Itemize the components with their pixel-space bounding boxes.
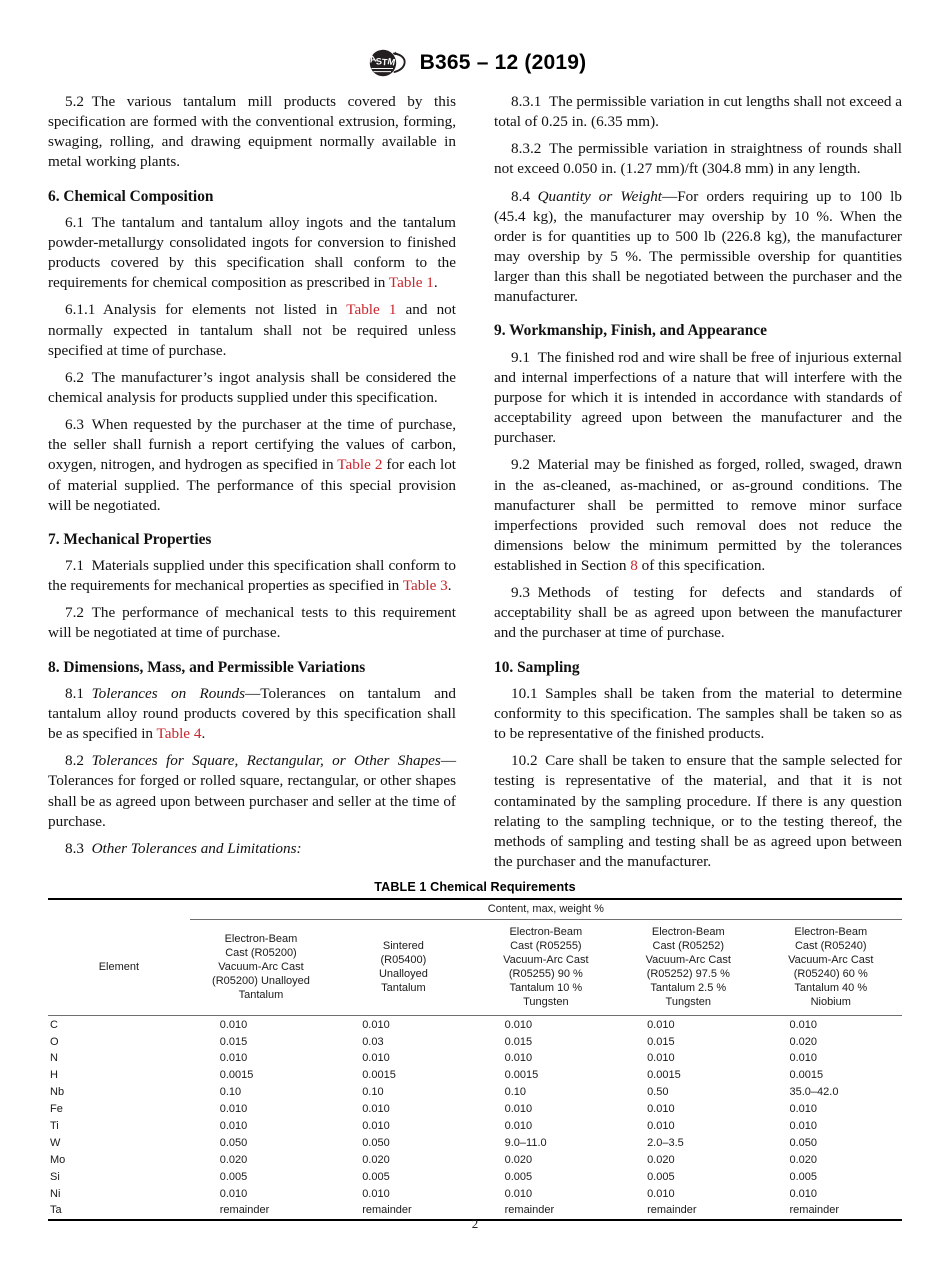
para-8-3-2: 8.3.2 The permissible variation in straightness of rounds shall not exceed 0.050 in. (1.27 mm)/ft (304.8 mm) in any length.	[494, 140, 902, 178]
table-cell-value-5: remainder	[789, 1204, 840, 1217]
clause-number: 10.2	[511, 752, 538, 770]
table-cell-value-2: 0.10	[362, 1086, 384, 1099]
table-header-row	[48, 920, 902, 1016]
table-cell-value-5: 0.010	[789, 1120, 818, 1132]
table-cell-element: H	[50, 1069, 58, 1082]
para-6-1-1: 6.1.1 Analysis for elements not listed in Table 1 and not normally expected in tantalum shall not be required unless specified at time of purchase.	[48, 301, 456, 359]
clause-number: 6.3	[65, 416, 84, 434]
clause-term: Tolerances on Rounds	[91, 684, 246, 702]
table-span-blank	[48, 900, 190, 920]
table-cell-value-5: 0.010	[789, 1103, 818, 1116]
para-8-1: 8.1 Tolerances on Rounds—Tolerances on tantalum and tantalum alloy round products covered by this specification shall be as specified in Table 4.	[48, 684, 456, 743]
para-8-3-1: 8.3.1 The permissible variation in cut lengths shall not exceed a total of 0.25 in. (6.35 mm).	[494, 93, 902, 131]
clause-number: 8.3	[65, 839, 84, 857]
document-designation: B365 – 12 (2019)	[419, 51, 587, 74]
table-header-col-2: Sintered (R05400) Unalloyed Tantalum	[378, 940, 428, 995]
para-7-1: 7.1 Materials supplied under this specification shall conform to the requirements for mechanical properties as specified in Table 3.	[48, 557, 456, 595]
table-cell-value-2: 0.0015	[362, 1069, 396, 1082]
table-header-col-3: Electron-Beam Cast (R05255) Vacuum-Arc Cast (R05255) 90 % Tantalum 10 % Tungsten	[503, 926, 589, 1009]
table-header-col-1: Electron-Beam Cast (R05200) Vacuum-Arc Cast (R05200) Unalloyed Tantalum	[212, 933, 310, 1002]
para-9-1: 9.1 The finished rod and wire shall be free of injurious external and internal imperfections of a nature that will interfere with the purpose for which it is intended in accordance with standards of acceptability agreed upon between the manufacturer and the purchaser.	[494, 348, 902, 447]
cross-reference[interactable]: Table 1	[388, 274, 434, 292]
para-9-2: 9.2 Material may be finished as forged, rolled, swaged, drawn in the as-cleaned, as-machined, or as-ground conditions. The manufacturer shall be permitted to remove minor surface imperfections provided such removal does not reduce the dimensions below the minimum permitted by the tolerances established in Section 8 of this specification.	[494, 456, 902, 575]
table-span-header: Content, max, weight %	[487, 903, 604, 915]
clause-number: 9.3	[511, 584, 530, 602]
table-header-col-4: Electron-Beam Cast (R05252) Vacuum-Arc Cast (R05252) 97.5 % Tantalum 2.5 % Tungsten	[645, 926, 731, 1009]
table-cell-value-2: 0.010	[362, 1018, 390, 1031]
svg-text:M: M	[386, 56, 396, 68]
table-cell-value-1: 0.005	[219, 1170, 248, 1183]
svg-text:S: S	[375, 56, 382, 67]
table-cell-value-4: remainder	[647, 1204, 697, 1217]
clause-number: 9.2	[511, 456, 530, 474]
clause-term: Tolerances for Square, Rectangular, or Other Shapes	[91, 752, 441, 770]
table-cell-value-1: 0.010	[219, 1018, 248, 1031]
cross-reference[interactable]: 8	[630, 557, 638, 575]
table-row	[48, 1067, 902, 1084]
table-cell-value-5: 0.020	[789, 1153, 818, 1166]
table-cell-value-3: 0.10	[504, 1086, 527, 1099]
table-cell-value-1: 0.010	[219, 1103, 248, 1116]
clause-number: 9.1	[511, 348, 530, 366]
table-row	[48, 1185, 902, 1202]
clause-number: 8.3.2	[511, 140, 542, 158]
table-cell-value-2: 0.010	[362, 1120, 390, 1132]
chemical-requirements-table	[48, 898, 902, 1221]
table-row	[48, 1135, 902, 1152]
table-cell-value-2: 0.010	[362, 1103, 390, 1116]
body-columns	[48, 92, 902, 872]
page-header	[0, 48, 950, 78]
cross-reference[interactable]: Table 1	[346, 301, 397, 319]
table-cell-value-1: 0.0015	[219, 1069, 254, 1082]
table-cell-element: C	[50, 1018, 58, 1031]
table-row	[48, 1084, 902, 1101]
left-column	[48, 92, 456, 872]
table-cell-element: Si	[50, 1170, 60, 1183]
table-cell-value-3: 0.020	[504, 1153, 533, 1166]
table-row	[48, 1033, 902, 1050]
table-cell-value-5: 0.050	[789, 1136, 818, 1149]
table-cell-element: Mo	[50, 1153, 66, 1166]
clause-number: 6.1	[65, 213, 84, 231]
cross-reference[interactable]: Table 3	[402, 577, 448, 595]
table-cell-value-5: 0.005	[789, 1170, 818, 1183]
table-cell-element: O	[50, 1035, 59, 1048]
table-cell-value-3: 0.010	[504, 1052, 533, 1065]
table-cell-value-5: 0.0015	[789, 1069, 824, 1082]
table-cell-value-4: 0.010	[647, 1187, 675, 1200]
table-cell-value-2: 0.010	[362, 1187, 390, 1200]
table-cell-value-3: 0.015	[504, 1035, 533, 1048]
table-row	[48, 1152, 902, 1169]
table-cell-value-3: 0.010	[504, 1120, 533, 1132]
table-header-element: Element	[98, 961, 140, 974]
table-cell-value-5: 35.0–42.0	[789, 1086, 839, 1099]
table-cell-element: N	[50, 1052, 58, 1065]
cross-reference[interactable]: Table 4	[156, 725, 202, 743]
table-cell-value-3: 0.005	[504, 1170, 533, 1183]
table-caption: TABLE 1 Chemical Requirements	[374, 880, 576, 894]
astm-logo-icon	[364, 48, 408, 78]
table-cell-value-1: 0.010	[219, 1187, 248, 1200]
table-row	[48, 1016, 902, 1033]
clause-number: 6.2	[65, 368, 84, 386]
clause-number: 8.1	[65, 684, 84, 702]
table-cell-value-4: 0.010	[647, 1103, 675, 1116]
heading-6: 6. Chemical Composition	[48, 187, 214, 205]
table-cell-value-2: 0.050	[362, 1136, 390, 1149]
table-cell-element: Ta	[50, 1204, 62, 1217]
clause-number: 7.1	[65, 557, 84, 575]
para-9-3: 9.3 Methods of testing for defects and standards of acceptability shall be as agreed upon between the manufacturer and the purchaser at time of purchase.	[494, 584, 902, 642]
table-span-header-row	[48, 900, 902, 920]
table-cell-value-5: 0.010	[789, 1052, 818, 1065]
table-cell-value-1: 0.050	[219, 1136, 248, 1149]
para-6-1: 6.1 The tantalum and tantalum alloy ingots and the tantalum powder-metallurgy consolidated ingots for conversion to finished products covered by this specification shall conform to the requirements for chemical composition as prescribed in Table 1.	[48, 213, 456, 292]
table-cell-value-1: 0.015	[219, 1035, 248, 1048]
svg-text:A: A	[368, 53, 377, 65]
clause-number: 8.3.1	[511, 93, 542, 110]
clause-number: 8.4	[511, 187, 530, 205]
para-10-2: 10.2 Care shall be taken to ensure that the sample selected for testing is representative of the material, and that it is not contaminated by the sampling procedure. If there is any question relating to the sampling technique, or to the testing thereof, the methods of sampling and testing shall be as agreed upon between the purchaser and the manufacturer.	[494, 752, 902, 870]
clause-term: Quantity or Weight	[537, 187, 663, 205]
table-cell-element: Fe	[50, 1103, 63, 1116]
table-cell-value-2: 0.020	[362, 1153, 390, 1166]
table-row	[48, 1101, 902, 1118]
clause-number: 8.2	[65, 752, 84, 770]
clause-number: 6.1.1	[65, 301, 96, 319]
table-cell-value-4: 0.015	[647, 1035, 675, 1048]
para-6-2: 6.2 The manufacturer’s ingot analysis shall be considered the chemical analysis for products supplied under this specification.	[48, 368, 456, 406]
table-cell-value-1: remainder	[219, 1204, 270, 1217]
table-row	[48, 1118, 902, 1135]
para-8-3	[48, 839, 456, 859]
para-10-1: 10.1 Samples shall be taken from the material to determine conformity to this specification. The samples shall be taken so as to be representative of the finished products.	[494, 684, 902, 743]
svg-text:T: T	[381, 57, 388, 68]
table-cell-value-3: 0.0015	[504, 1069, 539, 1082]
table-cell-value-1: 0.010	[219, 1052, 248, 1065]
cross-reference[interactable]: Table 2	[337, 456, 383, 474]
para-8-4: 8.4 Quantity or Weight—For orders requiring up to 100 lb (45.4 kg), the manufacturer may overship by 10 %. When the order is for quantities up to 500 lb (226.8 kg), the manufacturer may overship by 5 %. The permissible overship for quantities larger than this shall be negotiated between the purchaser and the manufacturer.	[494, 187, 902, 306]
clause-number: 7.2	[65, 604, 84, 622]
right-column	[494, 92, 902, 872]
table-cell-element: W	[50, 1136, 61, 1149]
table-1-block	[48, 880, 902, 1221]
table-cell-value-4: 0.010	[647, 1018, 675, 1031]
heading-7: 7. Mechanical Properties	[48, 530, 212, 548]
clause-term: Other Tolerances and Limitations:	[91, 839, 302, 857]
table-cell-value-1: 0.010	[219, 1120, 248, 1132]
para-6-3: 6.3 When requested by the purchaser at the time of purchase, the seller shall furnish a report certifying the values of carbon, oxygen, nitrogen, and hydrogen as specified in Table 2 for each lot of material supplied. The performance of this special provision will be negotiated.	[48, 416, 457, 514]
table-cell-value-4: 0.0015	[647, 1069, 681, 1082]
para-7-2: 7.2 The performance of mechanical tests to this requirement will be negotiated at time of purchase.	[48, 604, 456, 642]
table-cell-value-4: 0.010	[647, 1120, 675, 1132]
table-cell-value-4: 0.005	[647, 1170, 675, 1183]
table-cell-value-1: 0.10	[219, 1086, 242, 1099]
para-5-2: 5.2 The various tantalum mill products covered by this specification are formed with the conventional extrusion, forming, swaging, rolling, and drawing equipment normally available in metal working plants.	[48, 93, 456, 171]
heading-9: 9. Workmanship, Finish, and Appearance	[494, 322, 767, 340]
table-cell-element: Ni	[50, 1187, 61, 1200]
table-cell-value-4: 2.0–3.5	[647, 1136, 684, 1149]
table-cell-value-5: 0.010	[789, 1018, 818, 1031]
table-cell-value-2: remainder	[362, 1204, 412, 1217]
table-cell-element: Ti	[50, 1120, 59, 1132]
table-row	[48, 1168, 902, 1185]
para-8-2: 8.2 Tolerances for Square, Rectangular, or Other Shapes—Tolerances for forged or rolled square, rectangular, or other shapes shall be as agreed upon between purchaser and seller at the time of purchase.	[48, 752, 456, 830]
page-number: 2	[471, 1216, 479, 1231]
table-cell-value-1: 0.020	[219, 1153, 248, 1166]
table-cell-value-3: remainder	[504, 1204, 555, 1217]
table-cell-value-2: 0.03	[362, 1035, 384, 1048]
table-cell-value-3: 0.010	[504, 1187, 533, 1200]
table-cell-value-4: 0.020	[647, 1153, 675, 1166]
clause-number: 10.1	[511, 684, 538, 702]
table-cell-value-4: 0.010	[647, 1052, 675, 1065]
clause-number: 5.2	[65, 93, 84, 110]
table-cell-value-3: 9.0–11.0	[504, 1136, 547, 1149]
table-cell-value-5: 0.020	[789, 1035, 818, 1048]
table-cell-value-4: 0.50	[647, 1086, 669, 1099]
table-cell-value-2: 0.010	[362, 1052, 390, 1065]
table-cell-value-5: 0.010	[789, 1187, 818, 1200]
heading-8: 8. Dimensions, Mass, and Permissible Variations	[48, 658, 366, 676]
table-row	[48, 1050, 902, 1067]
table-cell-value-3: 0.010	[504, 1018, 533, 1031]
table-header-col-5: Electron-Beam Cast (R05240) Vacuum-Arc Cast (R05240) 60 % Tantalum 40 % Niobium	[788, 926, 874, 1009]
table-cell-value-2: 0.005	[362, 1170, 390, 1183]
heading-10: 10. Sampling	[494, 658, 580, 676]
table-cell-value-3: 0.010	[504, 1103, 533, 1116]
table-cell-element: Nb	[50, 1086, 65, 1099]
